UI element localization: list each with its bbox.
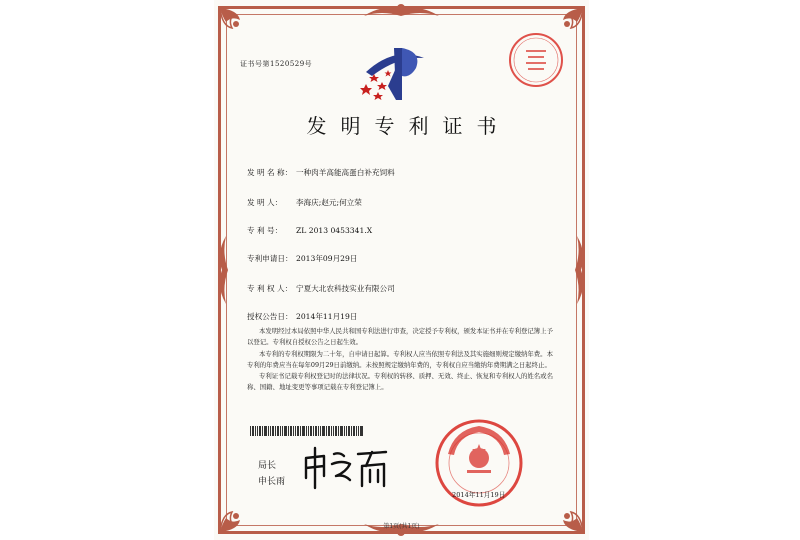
field-patentee	[247, 283, 395, 294]
field-label: 专 利 号：	[247, 226, 283, 235]
seal-date: 2014年11月19日	[452, 491, 506, 499]
field-label: 专利申请日：	[247, 254, 293, 263]
page-number: 第1页(共1页)	[383, 523, 420, 530]
field-application-date	[247, 253, 357, 264]
field-grant-date	[247, 311, 357, 322]
director-title: 局长	[258, 461, 277, 471]
right-center-ornament	[573, 236, 589, 304]
corner-ornament-top-left	[218, 6, 258, 46]
body-paragraph: 本专利的专利权期限为二十年，自申请日起算。专利权人应当依照专利法及其实施细则规定缴纳年费。本专利的年费应当在每年09月29日前缴纳。未按照规定缴纳年费的，专利权自应当缴纳年费期满之日起终止。	[247, 349, 553, 369]
body-paragraph: 专利证书记载专利权登记时的法律状况。专利权的转移、质押、无效、终止、恢复和专利权人的姓名或名称、国籍、地址变更等事项记载在专利登记簿上。	[247, 372, 553, 392]
barcode	[250, 426, 364, 436]
field-value: 2013年09月29日	[296, 254, 358, 263]
field-label: 专 利 权 人：	[247, 284, 293, 293]
field-value: 2014年11月19日	[296, 312, 358, 321]
field-patent-number	[247, 225, 372, 236]
field-label: 发 明 名 称：	[247, 168, 293, 177]
handwritten-signature	[300, 444, 392, 490]
field-value: 李海庆;赵元;何立荣	[296, 198, 362, 207]
certificate-title: 发明专利证书	[306, 114, 511, 138]
left-center-ornament	[214, 236, 230, 304]
certificate-number: 证书号第1520529号	[240, 60, 313, 68]
field-label: 发 明 人：	[247, 198, 283, 207]
field-invention-name	[247, 167, 395, 178]
registration-stamp	[506, 30, 566, 90]
certificate-body	[247, 326, 557, 394]
field-inventors	[247, 197, 362, 208]
director-name: 申长雨	[258, 477, 286, 487]
field-value: 宁夏大北农科技实业有限公司	[296, 284, 395, 293]
body-paragraph: 本发明经过本局依照中华人民共和国专利法进行审查，决定授予专利权，颁发本证书并在专利登记簿上予以登记。专利权自授权公告之日起生效。	[247, 327, 553, 347]
patent-office-emblem	[358, 38, 430, 104]
top-center-ornament	[364, 2, 439, 20]
field-label: 授权公告日：	[247, 312, 293, 321]
patent-certificate	[214, 0, 589, 540]
field-value: 一种肉羊高能高蛋白补充饲料	[296, 168, 395, 177]
field-value: ZL 2013 0453341.X	[296, 226, 373, 235]
